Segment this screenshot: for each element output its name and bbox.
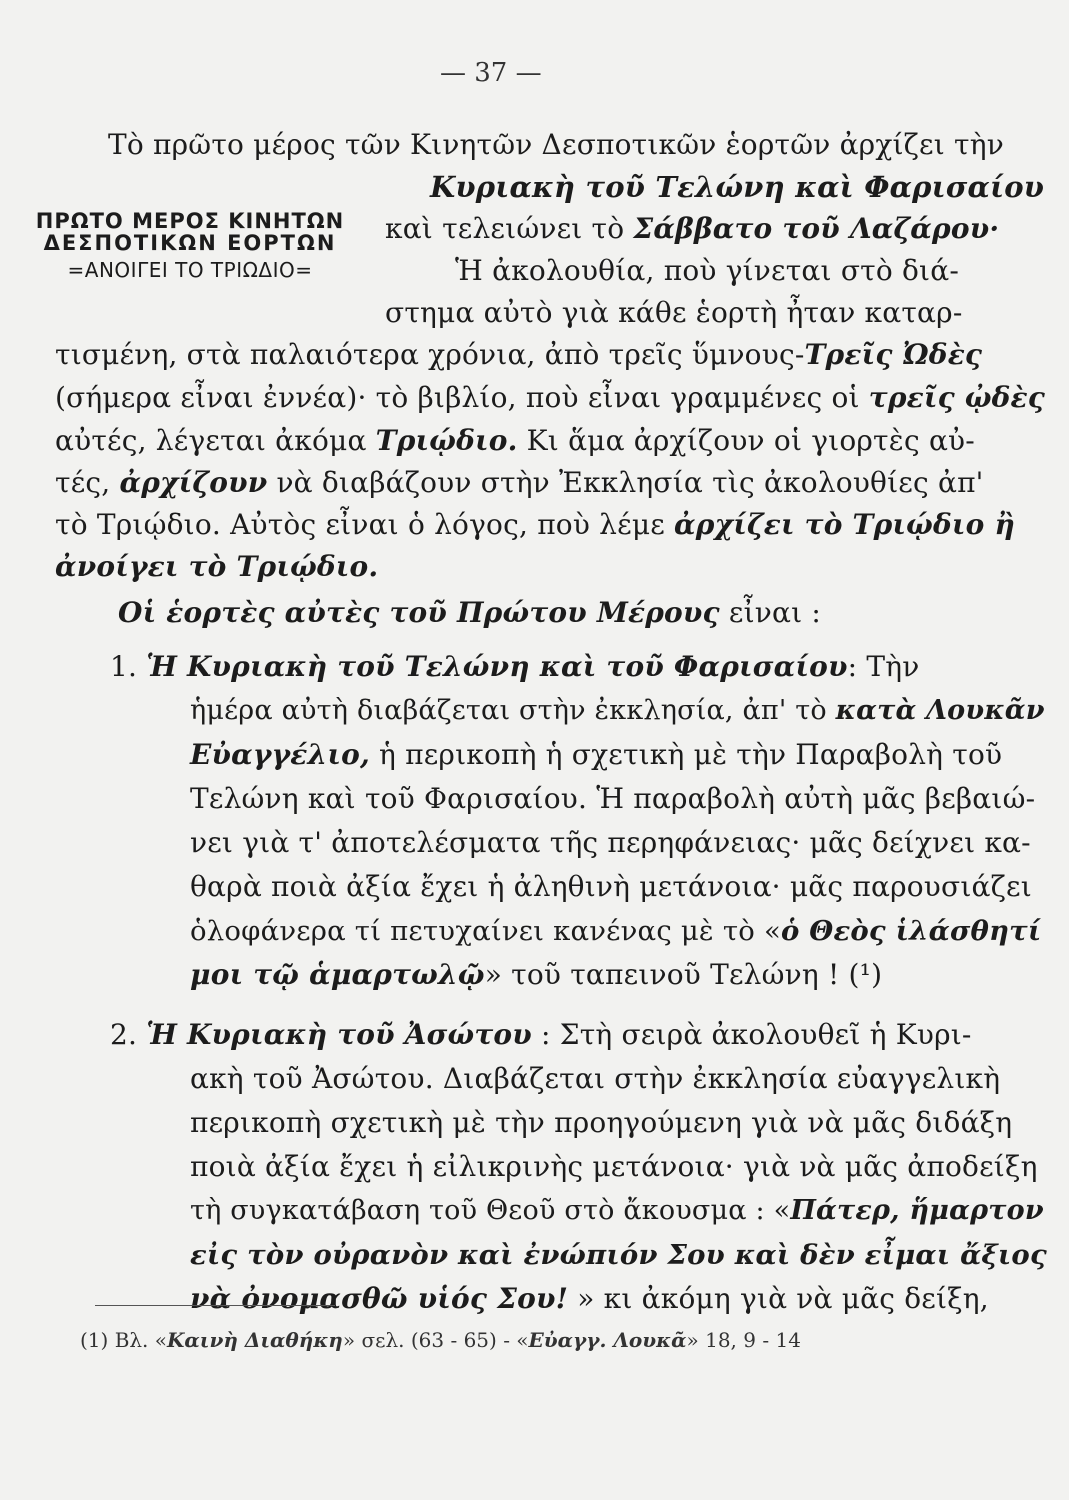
intro-line-1: Τὸ πρῶτο μέρος τῶν Κινητῶν Δεσποτικῶν ἑορτῶν ἀρχίζει τὴν [108, 128, 1004, 161]
item1-title: Ἡ Κυριακὴ τοῦ Τελώνη καὶ τοῦ Φαρισαίου [146, 650, 848, 683]
section-subheading: Οἱ ἑορτὲς αὐτὲς τοῦ Πρώτου Μέρους εἶναι : [118, 596, 822, 629]
intro-line-8: αὐτές, λέγεται ἀκόμα Τριῴδιο. Κι ἅμα ἀρχίζουν οἱ γιορτὲς αὐ- [55, 424, 975, 457]
margin-heading-line3: =ΑΝΟΙΓΕΙ ΤΟ ΤΡΙΩΔΙΟ= [67, 258, 313, 282]
item2-number: 2. [110, 1018, 138, 1051]
page-number: — 37 — [440, 58, 542, 88]
item1-line-4: Τελώνη καὶ τοῦ Φαρισαίου. Ἡ παραβολὴ αὐτὴ μᾶς βεβαιώ- [190, 782, 1036, 815]
item2-line-3: περικοπὴ σχετικὴ μὲ τὴν προηγούμενη γιὰ νὰ μᾶς διδάξη [190, 1106, 1013, 1139]
margin-heading-line1: ΠΡΩΤΟ ΜΕΡΟΣ ΚΙΝΗΤΩΝ [35, 209, 345, 233]
item2-line-5: τὴ συγκατάβαση τοῦ Θεοῦ στὸ ἄκουσμα : «Πάτερ, ἥμαρτον [190, 1195, 1044, 1226]
intro-line-10: τὸ Τριῴδιο. Αὐτὸς εἶναι ὁ λόγος, ποὺ λέμε ἀρχίζει τὸ Τριῴδιο ἢ [55, 508, 1016, 541]
intro-line-4: Ἡ ἀκολουθία, ποὺ γίνεται στὸ διά- [455, 254, 959, 287]
item1-line-2: ἡμέρα αὐτὴ διαβάζεται στὴν ἐκκλησία, ἀπ' τὸ κατὰ Λουκᾶν [190, 695, 1045, 726]
intro-line-7: (σήμερα εἶναι ἐννέα)· τὸ βιβλίο, ποὺ εἶναι γραμμένες οἱ τρεῖς ᾠδὲς [55, 381, 1046, 414]
item1-line-8: μοι τῷ ἁμαρτωλῷ» τοῦ ταπεινοῦ Τελώνη ! (¹) [190, 958, 883, 991]
item2-title: Ἡ Κυριακὴ τοῦ Ἀσώτου [146, 1018, 532, 1051]
item1-line-3: Εὐαγγέλιο, ἡ περικοπὴ ἡ σχετικὴ μὲ τὴν Παραβολὴ τοῦ [190, 738, 1003, 771]
margin-heading-line2: ΔΕΣΠΟΤΙΚΩΝ ΕΟΡΤΩΝ [43, 231, 337, 255]
intro-line-6: τισμένη, στὰ παλαιότερα χρόνια, ἀπὸ τρεῖς ὕμνους-Τρεῖς Ὠδὲς [55, 338, 983, 371]
margin-heading [0, 210, 380, 284]
intro-line-9: τές, ἀρχίζουν νὰ διαβάζουν στὴν Ἐκκλησία τὶς ἀκολουθίες ἀπ' [55, 466, 984, 499]
intro-line-5: στημα αὐτὸ γιὰ κάθε ἑορτὴ ἦταν καταρ- [385, 296, 963, 329]
item1-line-1: 1. Ἡ Κυριακὴ τοῦ Τελώνη καὶ τοῦ Φαρισαίου: Τὴν [110, 650, 920, 683]
item2-line-6: εἰς τὸν οὐρανὸν καὶ ἐνώπιόν Σου καὶ δὲν εἶμαι ἄξιος [190, 1239, 1047, 1271]
item1-number: 1. [110, 650, 138, 683]
item1-line-5: νει γιὰ τ' ἀποτελέσματα τῆς περηφάνειας· μᾶς δείχνει κα- [190, 826, 1031, 859]
item2-line-7: νὰ ὀνομασθῶ υἱός Σου! » κι ἀκόμη γιὰ νὰ μᾶς δείξη, [190, 1282, 989, 1315]
item2-line-1: 2. Ἡ Κυριακὴ τοῦ Ἀσώτου : Στὴ σειρὰ ἀκολουθεῖ ἡ Κυρι- [110, 1018, 972, 1051]
intro-line-11: ἀνοίγει τὸ Τριῴδιο. [55, 550, 379, 583]
intro-line-2: Κυριακὴ τοῦ Τελώνη καὶ Φαρισαίου [430, 170, 1045, 204]
intro-line-3: καὶ τελειώνει τὸ Σάββατο τοῦ Λαζάρου· [385, 212, 1000, 245]
footnote-rule [95, 1305, 335, 1306]
item2-line-2: ακὴ τοῦ Ἀσώτου. Διαβάζεται στὴν ἐκκλησία εὐαγγελικὴ [190, 1062, 1001, 1095]
item2-line-4: ποιὰ ἀξία ἔχει ἡ εἰλικρινὴς μετάνοια· γιὰ νὰ μᾶς ἀποδείξη [190, 1150, 1038, 1183]
footnote: (1) Βλ. «Καινὴ Διαθήκη» σελ. (63 - 65) - «Εὐαγγ. Λουκᾶ» 18, 9 - 14 [80, 1328, 801, 1352]
item1-line-6: θαρὰ ποιὰ ἀξία ἔχει ἡ ἀληθινὴ μετάνοια· μᾶς παρουσιάζει [190, 870, 1032, 903]
item1-line-7: ὁλοφάνερα τί πετυχαίνει κανένας μὲ τὸ «ὁ Θεὸς ἱλάσθητί [190, 915, 1042, 947]
